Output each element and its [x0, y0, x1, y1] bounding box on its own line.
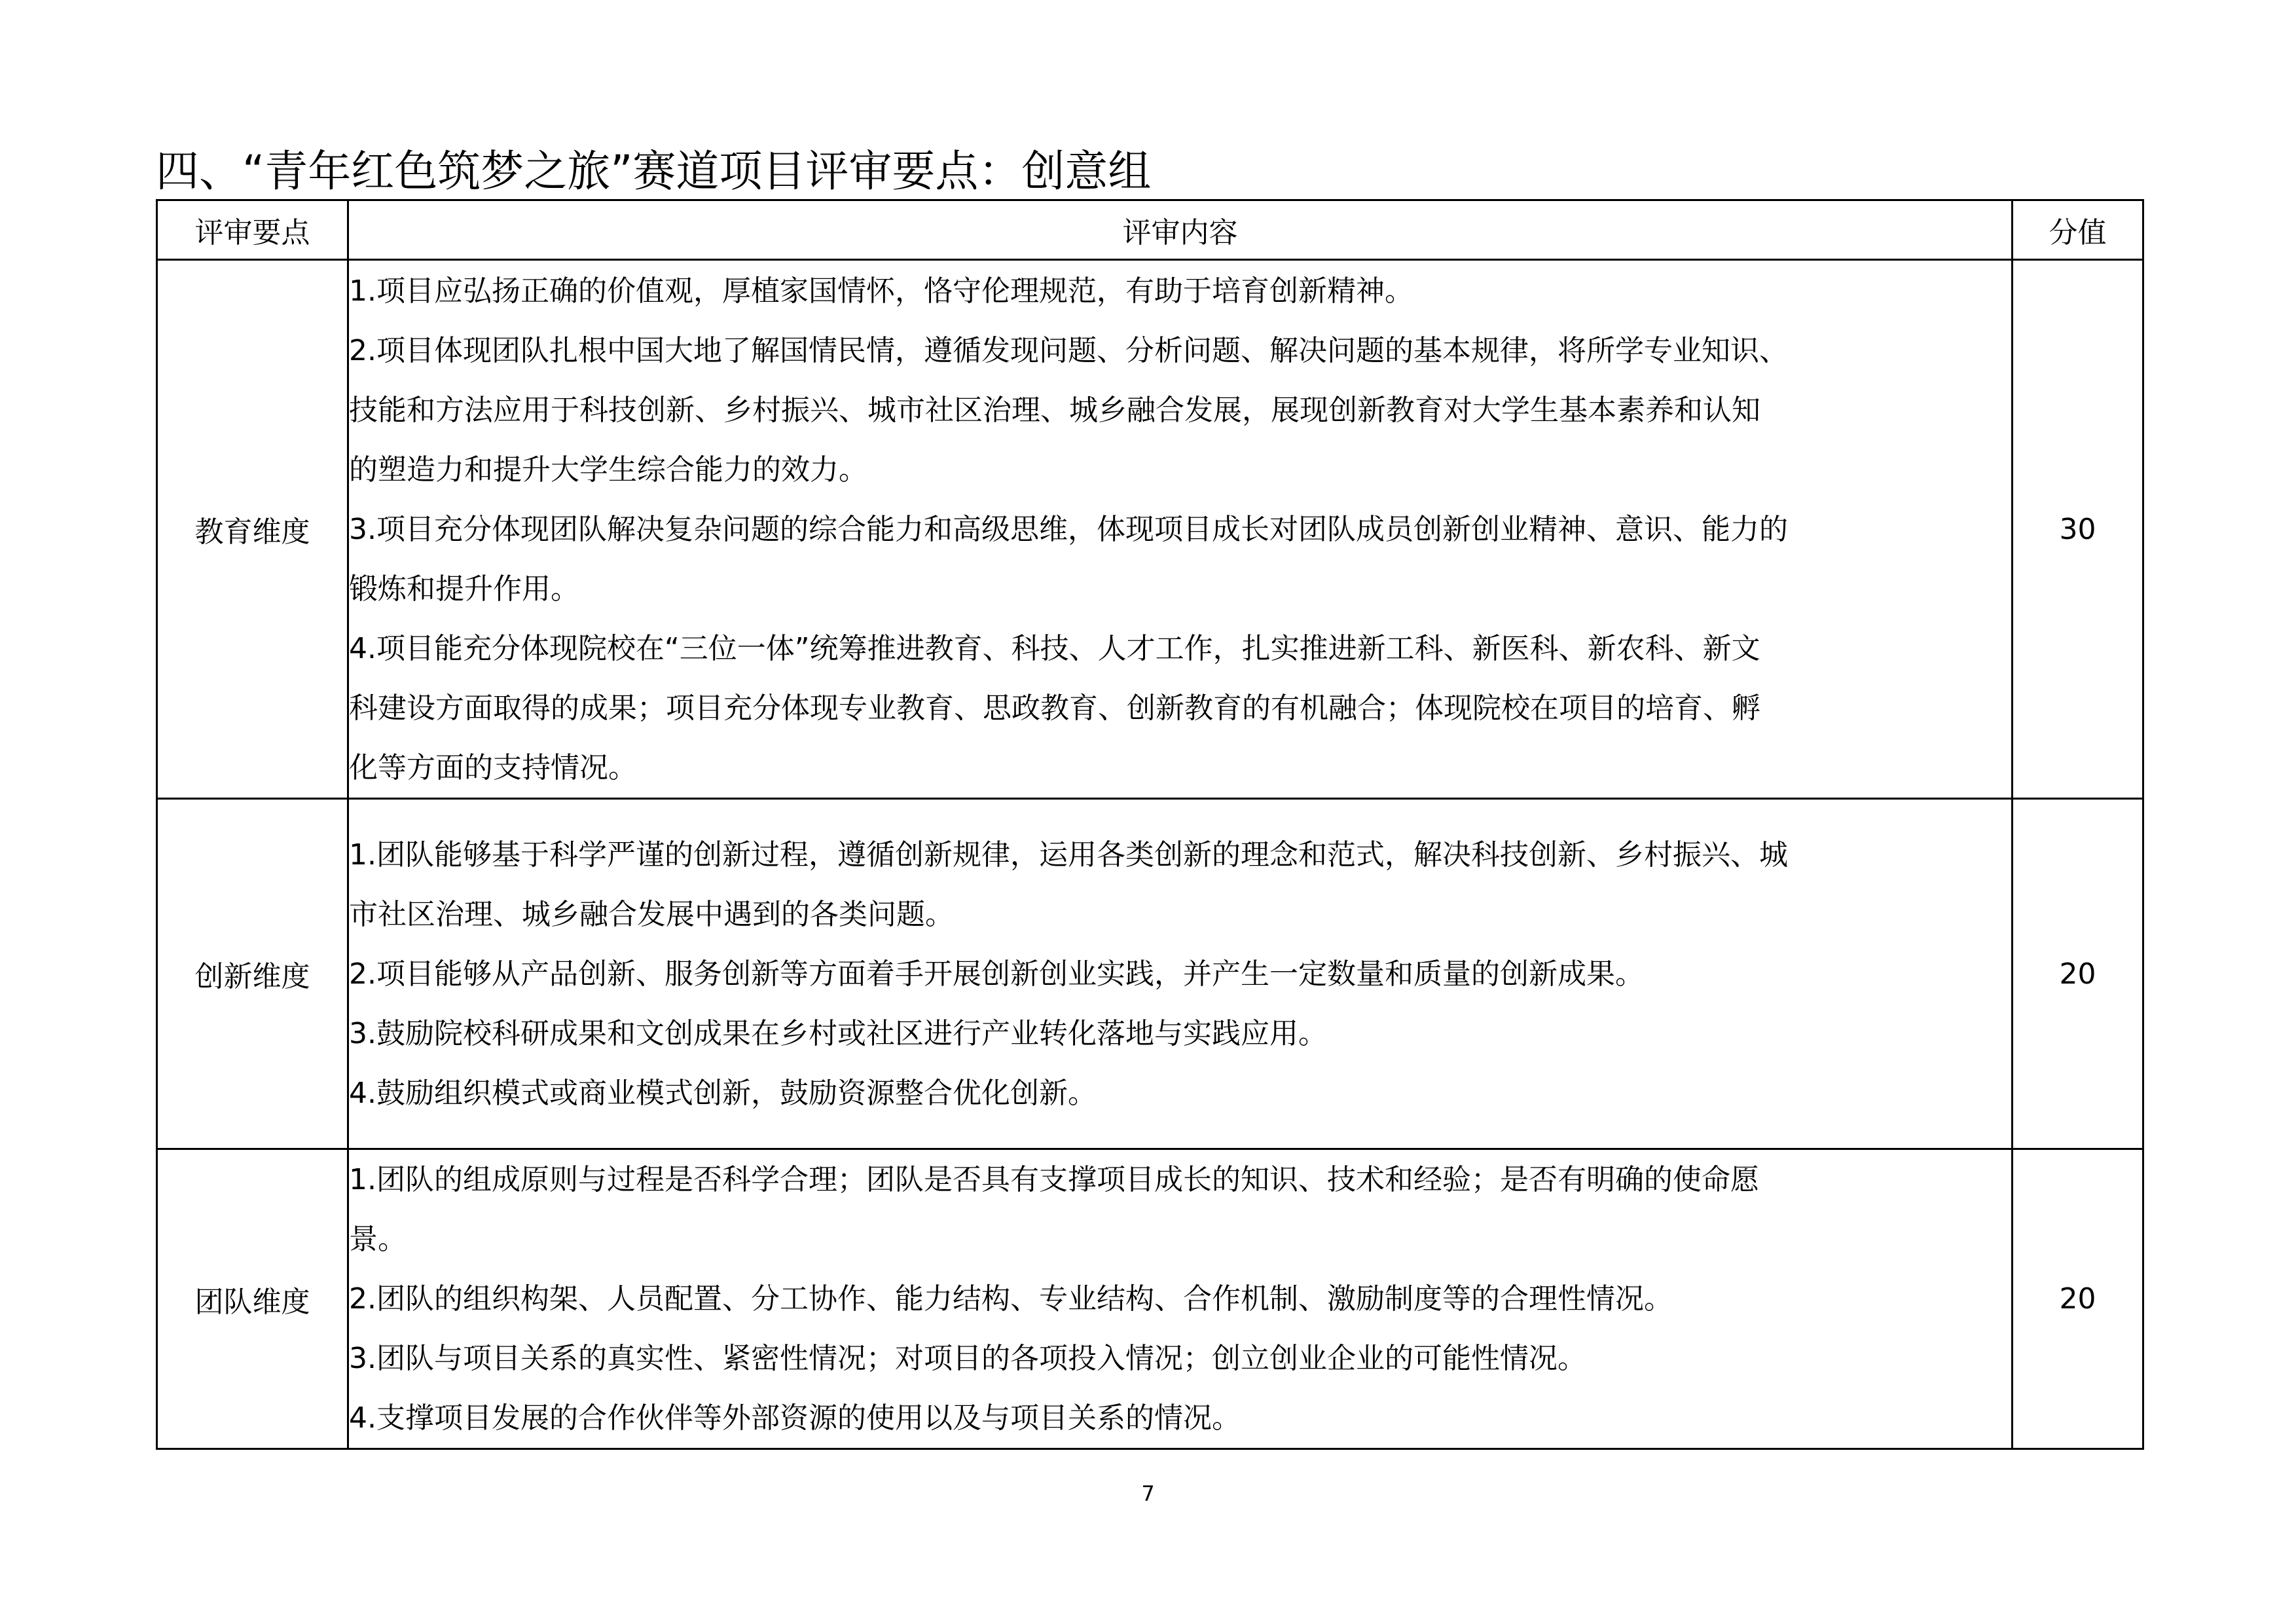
content-line: 1.团队的组成原则与过程是否科学合理；团队是否具有支撑项目成长的知识、技术和经验；是否有明确的使命愿	[349, 1163, 1759, 1196]
content-line: 2.项目能够从产品创新、服务创新等方面着手开展创新创业实践，并产生一定数量和质量的创新成果。	[349, 957, 1644, 991]
content-line: 3.鼓励院校科研成果和文创成果在乡村或社区进行产业转化落地与实践应用。	[349, 1016, 1327, 1050]
evaluation-content-cell	[348, 260, 2013, 799]
evaluation-point-cell: 创新维度	[157, 799, 348, 1149]
content-line: 1.项目应弘扬正确的价值观，厚植家国情怀，恪守伦理规范，有助于培育创新精神。	[349, 274, 1413, 308]
content-line: 科建设方面取得的成果；项目充分体现专业教育、思政教育、创新教育的有机融合；体现院校在项目的培育、孵	[349, 691, 1760, 725]
table-row	[157, 1149, 2143, 1449]
content-line: 3.团队与项目关系的真实性、紧密性情况；对项目的各项投入情况；创立创业企业的可能性情况。	[349, 1342, 1586, 1375]
content-line: 3.项目充分体现团队解决复杂问题的综合能力和高级思维，体现项目成长对团队成员创新创业精神、意识、能力的	[349, 512, 1788, 546]
evaluation-point-cell: 团队维度	[157, 1149, 348, 1449]
content-line: 1.团队能够基于科学严谨的创新过程，遵循创新规律，运用各类创新的理念和范式，解决科技创新、乡村振兴、城	[349, 838, 1788, 872]
content-line: 技能和方法应用于科技创新、乡村振兴、城市社区治理、城乡融合发展，展现创新教育对大学生基本素养和认知	[349, 393, 1760, 427]
evaluation-content-cell	[348, 1149, 2013, 1449]
content-line: 锻炼和提升作用。	[349, 572, 579, 606]
evaluation-criteria-table	[156, 199, 2144, 1450]
content-line: 的塑造力和提升大学生综合能力的效力。	[349, 452, 867, 487]
evaluation-content-cell	[348, 799, 2013, 1149]
score-cell: 20	[2013, 799, 2143, 1149]
header-score: 分值	[2013, 200, 2143, 260]
content-line: 4.项目能充分体现院校在“三位一体”统筹推进教育、科技、人才工作，扎实推进新工科、新医科、新农科、新文	[349, 631, 1760, 665]
content-line: 化等方面的支持情况。	[349, 750, 637, 784]
score-cell: 20	[2013, 1149, 2143, 1449]
evaluation-point-cell: 教育维度	[157, 260, 348, 799]
content-line: 景。	[349, 1223, 407, 1256]
table-row	[157, 799, 2143, 1149]
page-number: 7	[1141, 1481, 1155, 1506]
content-line: 市社区治理、城乡融合发展中遇到的各类问题。	[349, 897, 954, 931]
table-header-row	[157, 200, 2143, 260]
header-evaluation-content: 评审内容	[348, 200, 2013, 260]
section-heading: 四、“青年红色筑梦之旅”赛道项目评审要点：创意组	[156, 146, 1152, 196]
content-line: 2.团队的组织构架、人员配置、分工协作、能力结构、专业结构、合作机制、激励制度等的合理性情况。	[349, 1282, 1673, 1316]
content-line: 2.项目体现团队扎根中国大地了解国情民情，遵循发现问题、分析问题、解决问题的基本规律，将所学专业知识、	[349, 333, 1788, 367]
content-line: 4.支撑项目发展的合作伙伴等外部资源的使用以及与项目关系的情况。	[349, 1401, 1241, 1435]
score-cell: 30	[2013, 260, 2143, 799]
header-evaluation-point: 评审要点	[157, 200, 348, 260]
content-line: 4.鼓励组织模式或商业模式创新，鼓励资源整合优化创新。	[349, 1076, 1097, 1110]
table-row	[157, 260, 2143, 799]
